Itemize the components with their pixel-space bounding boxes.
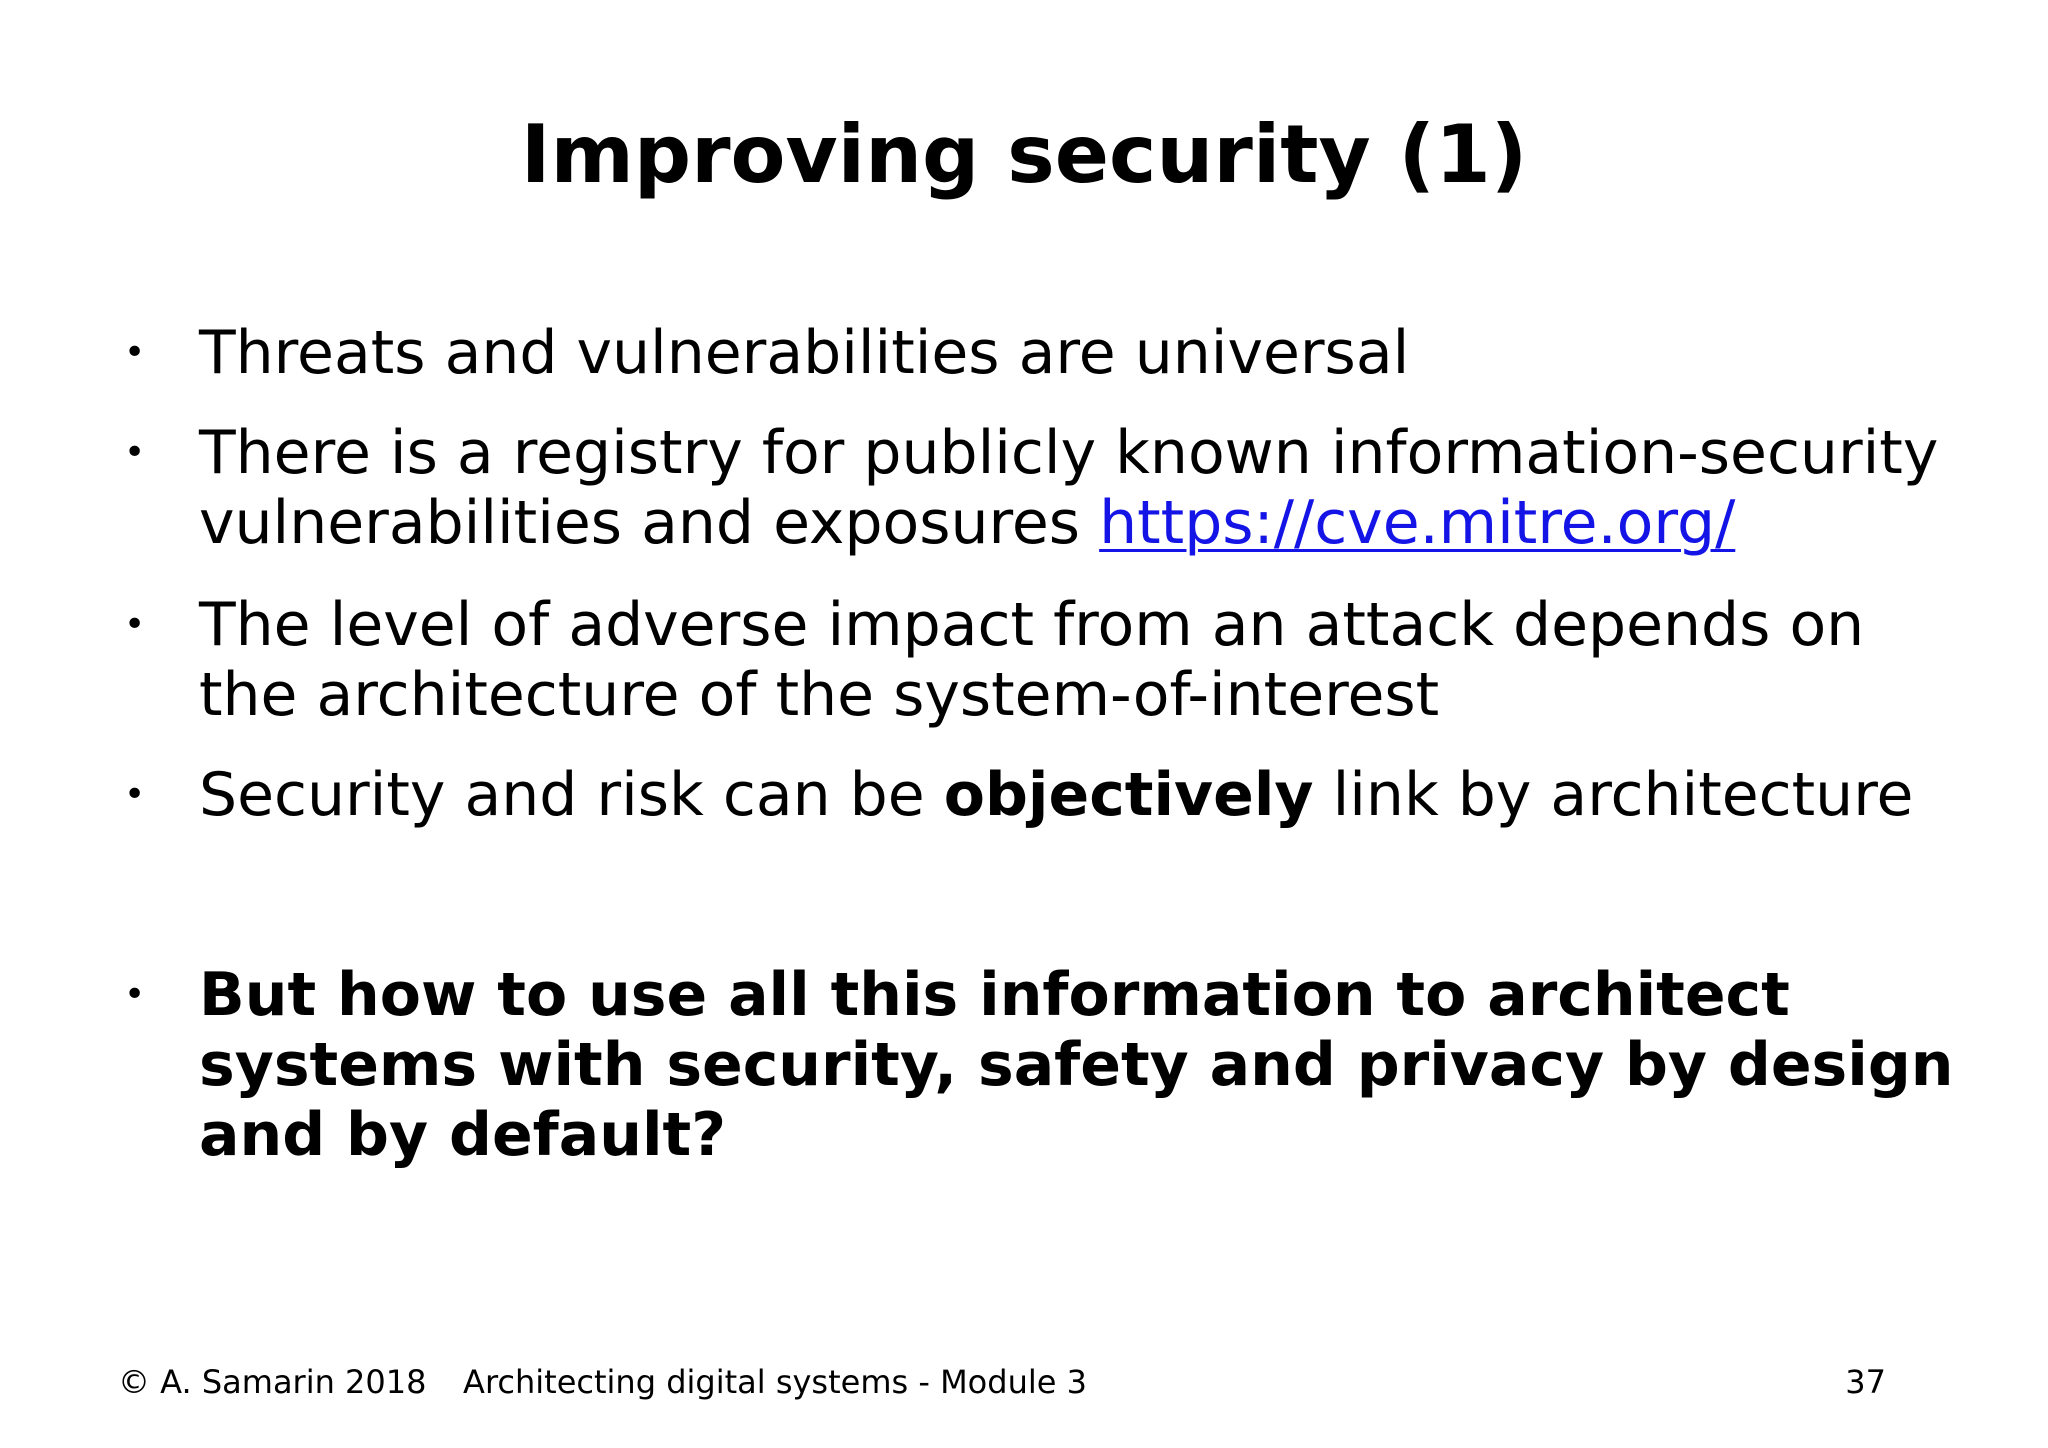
bullet-marker: •	[124, 604, 146, 645]
bullet-text-line: There is a registry for publicly known information-security	[199, 418, 1939, 488]
bullet-text-line: systems with security, safety and privacy by design	[199, 1030, 1954, 1100]
bullet-marker: •	[124, 974, 146, 1015]
bullet-marker: •	[124, 774, 146, 815]
footer-page-number: 37	[1845, 1363, 1886, 1401]
footer-copyright: © A. Samarin 2018	[118, 1363, 427, 1401]
bullet-marker: •	[124, 332, 146, 373]
bullet-marker: •	[124, 432, 146, 473]
bullet-text-line: But how to use all this information to architect	[199, 960, 1790, 1030]
bullet-text-line: vulnerabilities and exposures	[199, 488, 1100, 558]
bullet-text-prefix: Security and risk can be	[199, 760, 944, 830]
bullet-text-bold: objectively	[943, 760, 1314, 830]
bullet-text-line: and by default?	[199, 1100, 726, 1170]
footer-course-title: Architecting digital systems - Module 3	[463, 1363, 1087, 1401]
bullet-text: Threats and vulnerabilities are universal	[199, 318, 1410, 388]
bullet-text-line: The level of adverse impact from an attack depends on	[199, 590, 1865, 660]
cve-link[interactable]: https://cve.mitre.org/	[1099, 488, 1736, 558]
bullet-text-suffix: link by architecture	[1313, 760, 1914, 830]
bullet-text-line: the architecture of the system-of-interest	[199, 660, 1440, 730]
slide-title: Improving security (1)	[520, 108, 1528, 201]
